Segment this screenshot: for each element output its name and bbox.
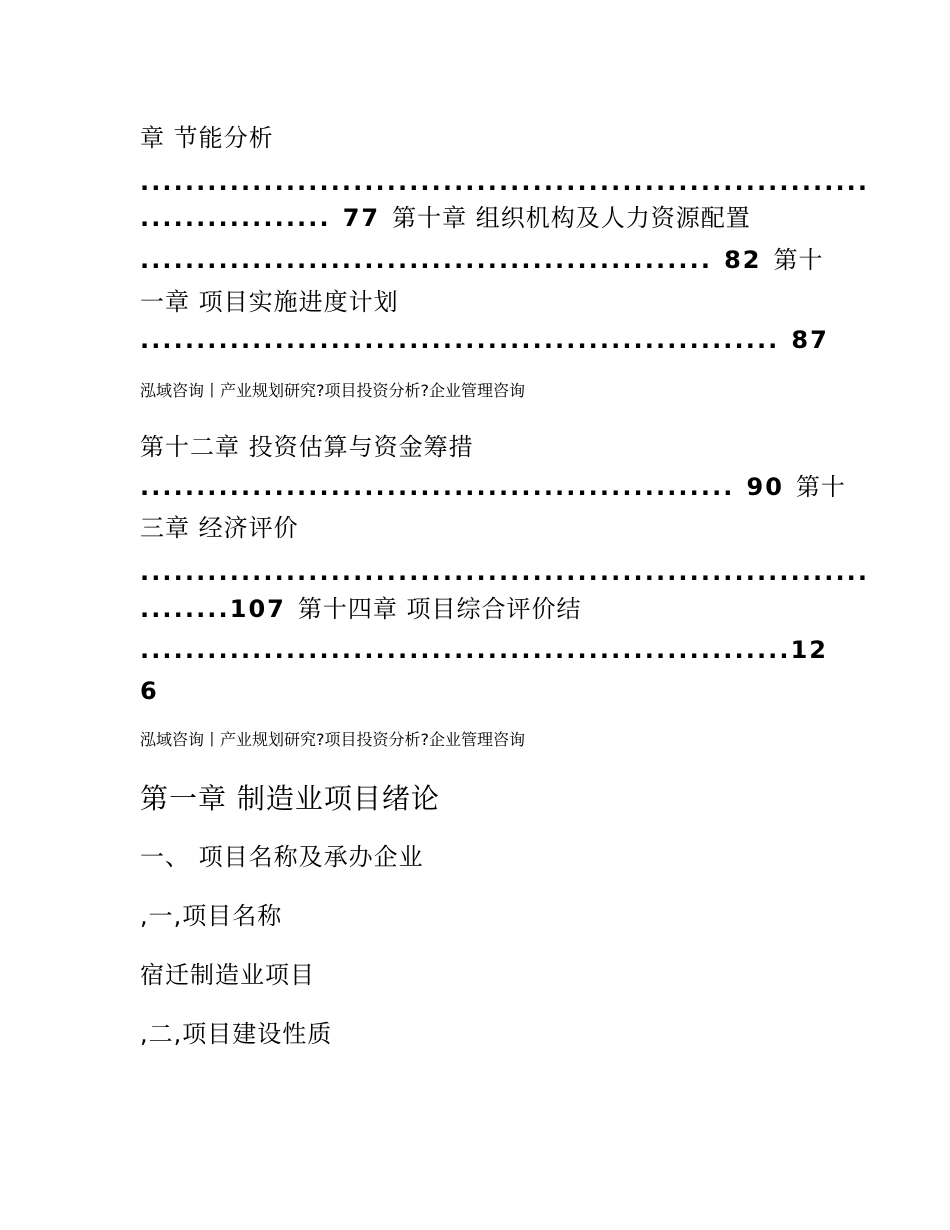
toc-entry-text: 第十 <box>795 473 846 501</box>
toc-leader-dots: ................................................................. <box>140 558 870 586</box>
toc-leader-dots: ................. <box>140 204 331 232</box>
toc-leader-dots: ......................................................... <box>140 326 780 354</box>
toc-line-2 <box>140 170 869 194</box>
toc-entry-text: 第十章 组织机构及人力资源配置 <box>392 204 751 232</box>
toc-line-1 <box>140 126 274 150</box>
toc-entry-text: 第十二章 投资估算与资金筹措 <box>140 433 474 461</box>
toc-leader-dots: ........ <box>140 595 230 623</box>
toc-leader-dots: ..................................................... <box>140 473 735 501</box>
running-header-1 <box>140 383 525 399</box>
subsection-heading-nature: ,二,项目建设性质 <box>140 1020 333 1048</box>
toc-line-10 <box>140 516 299 540</box>
toc-leader-dots: .......................................................... <box>140 636 791 664</box>
toc-line-8 <box>140 435 474 459</box>
running-header-text: 泓域咨询丨产业规划研究?项目投资分析?企业管理咨询 <box>140 730 525 749</box>
toc-page-number: 107 <box>229 595 286 623</box>
toc-page-number: 12 <box>790 636 829 664</box>
toc-entry-text: 第十四章 项目综合评价结 <box>297 595 582 623</box>
subsection-heading-name: ,一,项目名称 <box>140 902 283 930</box>
toc-entry-text: 三章 经济评价 <box>140 514 299 542</box>
running-header-2 <box>140 732 525 748</box>
toc-line-12 <box>140 597 582 621</box>
chapter-title: 第一章 制造业项目绪论 <box>140 782 440 815</box>
toc-page-number: 87 <box>791 326 829 354</box>
toc-leader-dots: ................................................................. <box>140 168 870 196</box>
toc-line-5 <box>140 290 399 314</box>
toc-line-11 <box>140 560 869 584</box>
toc-page-number: 82 <box>724 246 762 274</box>
toc-line-3 <box>140 206 751 230</box>
toc-line-13 <box>140 638 828 662</box>
toc-line-6 <box>140 328 829 352</box>
toc-page-number: 77 <box>342 204 381 232</box>
toc-page-number: 6 <box>140 677 159 705</box>
toc-entry-text: 第十 <box>773 246 824 274</box>
project-name: 宿迁制造业项目 <box>140 961 315 989</box>
toc-line-4 <box>140 248 823 272</box>
toc-line-14 <box>140 679 159 703</box>
toc-entry-text: 一章 项目实施进度计划 <box>140 288 399 316</box>
section-heading: 一、 项目名称及承办企业 <box>140 843 424 871</box>
toc-line-9 <box>140 475 846 499</box>
running-header-text: 泓域咨询丨产业规划研究?项目投资分析?企业管理咨询 <box>140 381 525 400</box>
toc-entry-text: 章 节能分析 <box>140 124 274 152</box>
toc-page-number: 90 <box>746 473 784 501</box>
toc-leader-dots: ................................................... <box>140 246 713 274</box>
